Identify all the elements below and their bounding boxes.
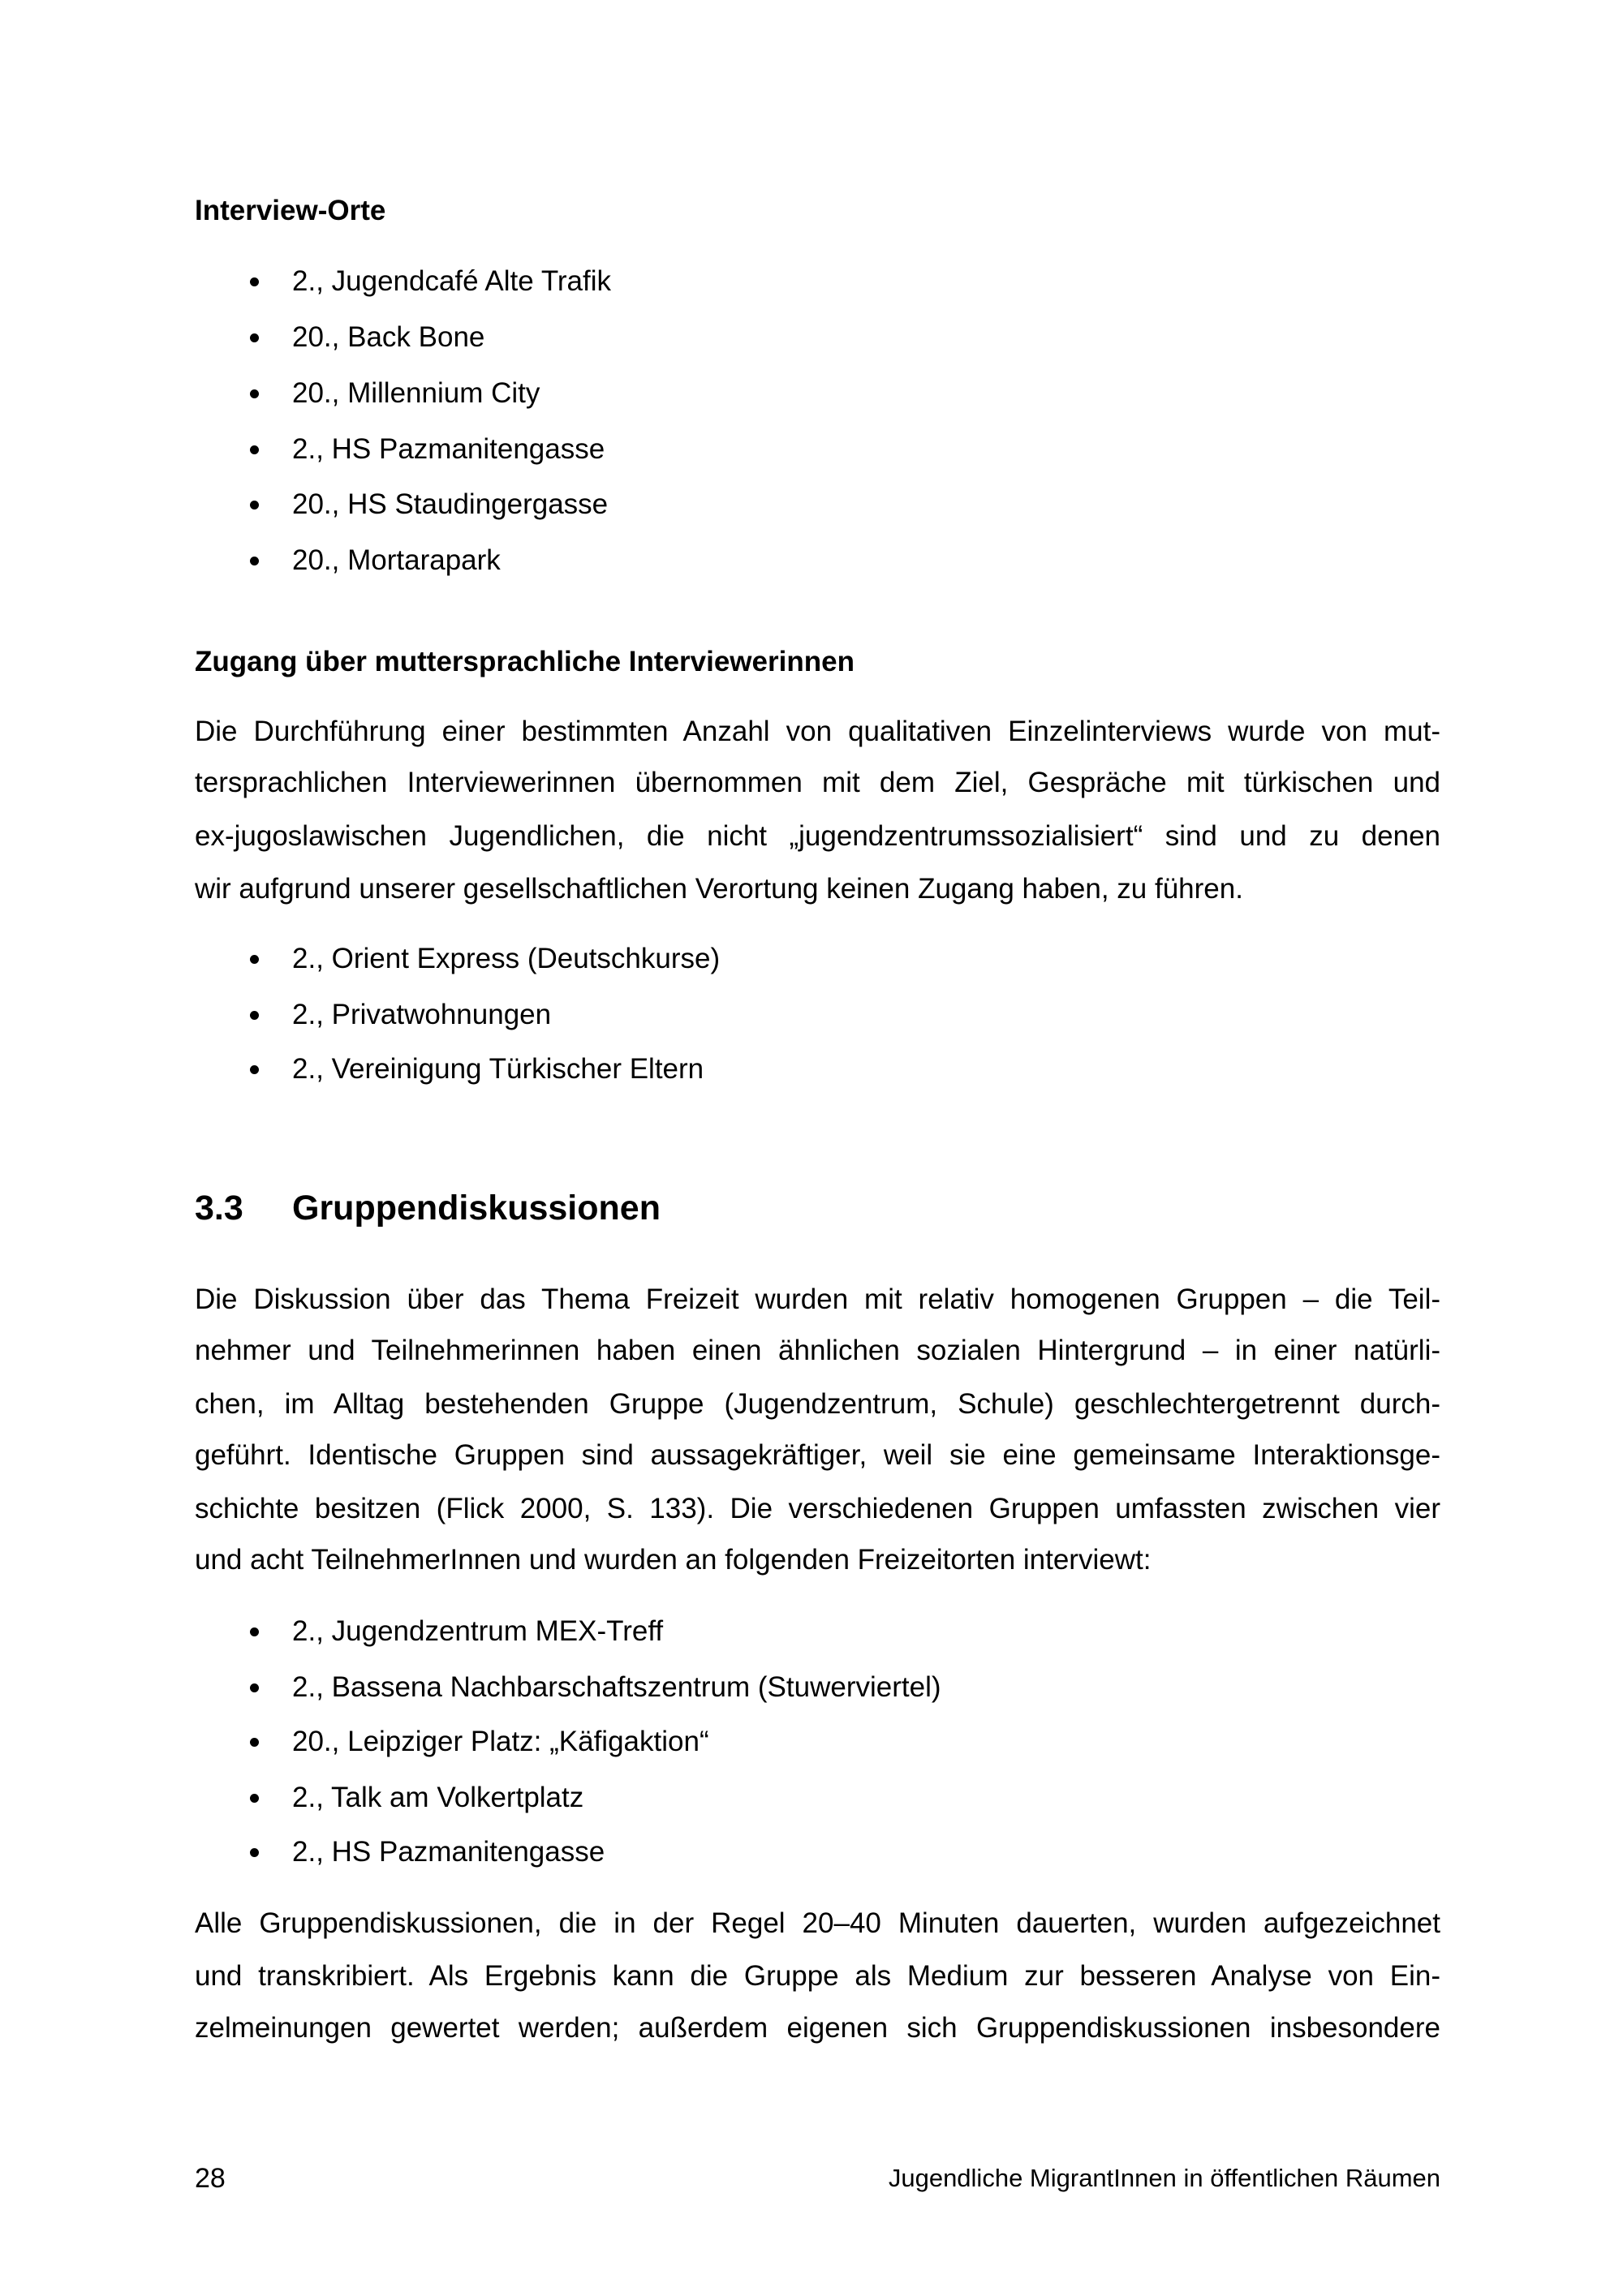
paragraph-line: Alle Gruppendiskussionen, die in der Regel 20–40 Minuten dauerten, wurden aufgezeichnet (195, 1907, 1440, 1939)
paragraph-line: wir aufgrund unserer gesellschaftlichen Verortung keinen Zugang haben, zu führen. (195, 873, 1243, 905)
paragraph-line: und transkribiert. Als Ergebnis kann die Gruppe als Medium zur besseren Analyse von Ein- (195, 1960, 1440, 1992)
section-title: Gruppendiskussionen (292, 1189, 661, 1228)
list-item-text: 2., Orient Express (Deutschkurse) (292, 943, 721, 974)
bullet-icon (250, 501, 259, 510)
bullet-icon (250, 557, 259, 565)
bullet-icon (250, 277, 259, 286)
bullet-icon (250, 1011, 259, 1020)
paragraph-line: Die Durchführung einer bestimmten Anzahl von qualitativen Einzelinterviews wurde von mut- (195, 716, 1440, 747)
paragraph-line: ex-jugoslawischen Jugendlichen, die nicht „jugendzentrumssozialisiert“ sind und zu denen (195, 820, 1440, 852)
bullet-icon (250, 1683, 259, 1692)
paragraph-line: und acht TeilnehmerInnen und wurden an folgenden Freizeitorten interviewt: (195, 1544, 1152, 1576)
bullet-icon (250, 1065, 259, 1074)
page-number: 28 (195, 2163, 226, 2194)
section-number: 3.3 (195, 1189, 243, 1228)
bullet-icon (250, 1627, 259, 1636)
list-item-text: 2., Talk am Volkertplatz (292, 1782, 584, 1813)
list-item-text: 2., HS Pazmanitengasse (292, 1836, 605, 1868)
list-item-text: 20., Millennium City (292, 377, 540, 409)
list-item-text: 2., Privatwohnungen (292, 999, 552, 1030)
paragraph-line: geführt. Identische Gruppen sind aussagekräftiger, weil sie eine gemeinsame Interaktionsge- (195, 1439, 1440, 1471)
bullet-icon (250, 333, 259, 342)
paragraph-line: nehmer und Teilnehmerinnen haben einen ähnlichen sozialen Hintergrund – in einer natürli- (195, 1335, 1440, 1366)
list-item-text: 2., HS Pazmanitengasse (292, 433, 605, 465)
paragraph-line: zelmeinungen gewertet werden; außerdem eigenen sich Gruppendiskussionen insbesondere (195, 2012, 1440, 2044)
list-item-text: 20., Leipziger Platz: „Käfigaktion“ (292, 1726, 709, 1757)
heading-interview-orte: Interview-Orte (195, 195, 386, 226)
bullet-icon (250, 445, 259, 454)
bullet-icon (250, 1794, 259, 1803)
list-item-text: 2., Jugendzentrum MEX-Treff (292, 1615, 664, 1647)
paragraph-line: schichte besitzen (Flick 2000, S. 133). Die verschiedenen Gruppen umfassten zwischen vier (195, 1493, 1440, 1524)
bullet-icon (250, 1738, 259, 1747)
paragraph-line: chen, im Alltag bestehenden Gruppe (Jugendzentrum, Schule) geschlechtergetrennt durch- (195, 1388, 1440, 1420)
list-item-text: 2., Bassena Nachbarschaftszentrum (Stuwerviertel) (292, 1671, 941, 1703)
running-title: Jugendliche MigrantInnen in öffentlichen Räumen (888, 2164, 1440, 2192)
list-item-text: 2., Vereinigung Türkischer Eltern (292, 1053, 704, 1085)
paragraph-line: Die Diskussion über das Thema Freizeit wurden mit relativ homogenen Gruppen – die Teil- (195, 1283, 1440, 1315)
list-item-text: 20., HS Staudingergasse (292, 488, 609, 520)
list-item-text: 20., Mortarapark (292, 544, 501, 576)
heading-zugang: Zugang über muttersprachliche Interviewerinnen (195, 646, 855, 677)
list-item-text: 20., Back Bone (292, 321, 485, 353)
list-item-text: 2., Jugendcafé Alte Trafik (292, 265, 612, 297)
bullet-icon (250, 389, 259, 398)
bullet-icon (250, 955, 259, 964)
paragraph-line: tersprachlichen Interviewerinnen übernommen mit dem Ziel, Gespräche mit türkischen und (195, 767, 1440, 798)
bullet-icon (250, 1848, 259, 1857)
